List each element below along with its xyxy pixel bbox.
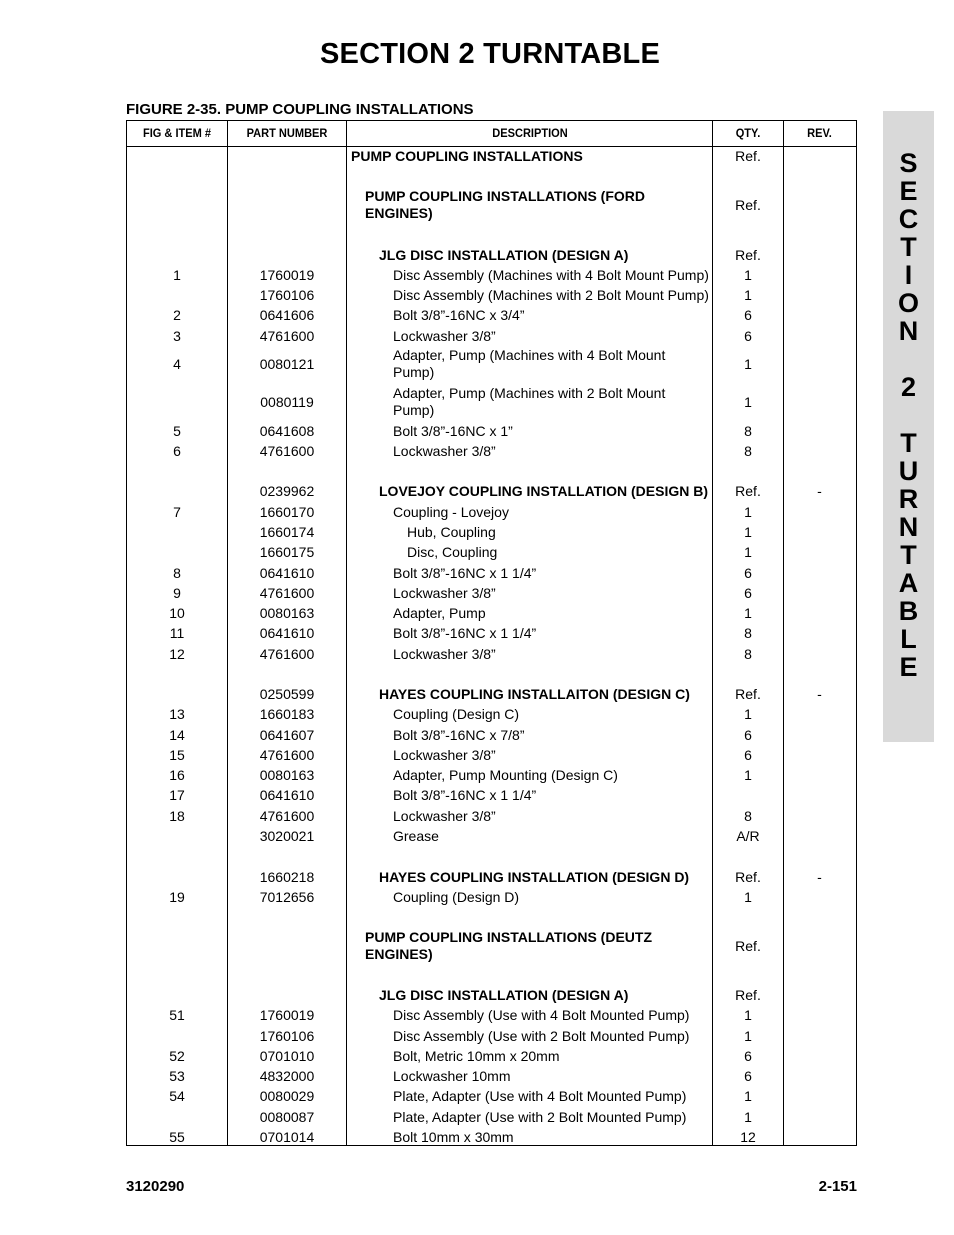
table-row bbox=[127, 146, 856, 166]
table-row bbox=[127, 1026, 856, 1046]
description-cell: Lockwasher 3/8” bbox=[393, 442, 496, 459]
rev-cell bbox=[783, 623, 856, 643]
table-row bbox=[127, 502, 856, 522]
qty-cell: 6 bbox=[744, 565, 752, 581]
rev-cell bbox=[783, 1107, 856, 1127]
part-number-cell: 4761600 bbox=[259, 328, 315, 344]
description-cell: Lockwasher 3/8” bbox=[393, 327, 496, 344]
rev-cell bbox=[783, 502, 856, 522]
table-row bbox=[127, 1066, 856, 1086]
qty-cell: Ref. bbox=[735, 987, 761, 1003]
part-number-cell: 0641607 bbox=[259, 727, 315, 743]
table-row bbox=[127, 725, 856, 745]
header-description: DESCRIPTION bbox=[492, 126, 568, 140]
rev-cell bbox=[783, 704, 856, 724]
item-number-cell: 10 bbox=[169, 605, 185, 621]
description-cell: Bolt, Metric 10mm x 20mm bbox=[393, 1047, 560, 1064]
rev-cell bbox=[783, 785, 856, 805]
header-fig-item: FIG & ITEM # bbox=[142, 126, 212, 140]
table-row bbox=[127, 623, 856, 643]
description-cell: Adapter, Pump Mounting (Design C) bbox=[393, 766, 618, 783]
table-row bbox=[127, 346, 856, 382]
description-cell: Disc Assembly (Use with 2 Bolt Mounted Pump) bbox=[393, 1027, 690, 1044]
item-number-cell: 18 bbox=[169, 808, 185, 824]
item-number-cell bbox=[127, 285, 227, 305]
qty-cell: 6 bbox=[744, 328, 752, 344]
part-number-cell: 1760019 bbox=[259, 1007, 315, 1023]
header-qty: QTY. bbox=[735, 126, 761, 140]
item-number-cell: 8 bbox=[173, 565, 181, 581]
qty-cell: 6 bbox=[744, 1048, 752, 1064]
description-cell: Disc, Coupling bbox=[407, 543, 498, 560]
table-row bbox=[127, 542, 856, 562]
part-number-cell: 1660170 bbox=[259, 504, 315, 520]
sidebar-letter: E bbox=[899, 652, 918, 682]
rev-cell bbox=[783, 563, 856, 583]
table-row bbox=[127, 826, 856, 846]
qty-cell: 1 bbox=[744, 267, 752, 283]
table-row bbox=[127, 867, 856, 887]
part-number-cell: 0080121 bbox=[259, 356, 315, 372]
sidebar-letter: I bbox=[904, 260, 913, 290]
part-number-cell: 0250599 bbox=[259, 686, 315, 702]
qty-cell: 8 bbox=[744, 808, 752, 824]
qty-cell: Ref. bbox=[735, 869, 761, 885]
part-number-cell: 0080163 bbox=[259, 605, 315, 621]
table-row bbox=[127, 684, 856, 704]
page-title: SECTION 2 TURNTABLE bbox=[320, 38, 660, 70]
table-row bbox=[127, 1107, 856, 1127]
rev-cell bbox=[783, 826, 856, 846]
part-number-cell: 4761600 bbox=[259, 585, 315, 601]
item-number-cell: 1 bbox=[173, 267, 181, 283]
item-number-cell: 53 bbox=[169, 1068, 185, 1084]
rev-cell bbox=[783, 245, 856, 265]
description-cell: PUMP COUPLING INSTALLATIONS bbox=[351, 147, 583, 164]
sidebar-letter: N bbox=[898, 316, 919, 346]
table-row bbox=[127, 245, 856, 265]
description-cell: Plate, Adapter (Use with 4 Bolt Mounted Pump) bbox=[393, 1087, 687, 1104]
rev-cell bbox=[783, 441, 856, 461]
qty-cell: 1 bbox=[744, 1109, 752, 1125]
item-number-cell bbox=[127, 867, 227, 887]
figure-title: FIGURE 2-35. PUMP COUPLING INSTALLATIONS bbox=[126, 101, 474, 118]
description-cell: LOVEJOY COUPLING INSTALLATION (DESIGN B) bbox=[379, 482, 709, 499]
qty-cell: 8 bbox=[744, 625, 752, 641]
description-cell: Bolt 3/8”-16NC x 3/4” bbox=[393, 306, 525, 323]
page-number: 2-151 bbox=[818, 1178, 857, 1195]
rev-cell bbox=[783, 326, 856, 346]
header-rev: REV. bbox=[807, 126, 832, 140]
description-cell: Adapter, Pump (Machines with 4 Bolt Mount Pump) bbox=[393, 347, 666, 380]
description-cell: Disc Assembly (Use with 4 Bolt Mounted Pump) bbox=[393, 1006, 690, 1023]
rev-cell bbox=[783, 522, 856, 542]
item-number-cell: 3 bbox=[173, 328, 181, 344]
table-row bbox=[127, 1127, 856, 1147]
item-number-cell: 6 bbox=[173, 443, 181, 459]
description-cell: Bolt 3/8”-16NC x 1 1/4” bbox=[393, 564, 537, 581]
rev-cell bbox=[783, 644, 856, 664]
sidebar-letter: T bbox=[900, 428, 917, 458]
part-number-cell: 0080029 bbox=[259, 1088, 315, 1104]
description-cell: Bolt 3/8”-16NC x 1 1/4” bbox=[393, 786, 537, 803]
sidebar-letter: E bbox=[899, 176, 918, 206]
part-number-cell: 0701010 bbox=[259, 1048, 315, 1064]
qty-cell: 1 bbox=[744, 356, 752, 372]
sidebar-letter: B bbox=[898, 596, 919, 626]
description-cell: Lockwasher 3/8” bbox=[393, 645, 496, 662]
rev-cell bbox=[783, 146, 856, 166]
part-number-cell: 0641606 bbox=[259, 307, 315, 323]
item-number-cell: 52 bbox=[169, 1048, 185, 1064]
sidebar-letter: T bbox=[900, 540, 917, 570]
table-row bbox=[127, 1005, 856, 1025]
qty-cell: 6 bbox=[744, 747, 752, 763]
part-number-cell bbox=[227, 146, 347, 166]
sidebar-letter: R bbox=[898, 484, 919, 514]
table-row bbox=[127, 985, 856, 1005]
qty-cell: 1 bbox=[744, 889, 752, 905]
description-cell: Lockwasher 10mm bbox=[393, 1067, 511, 1084]
description-cell: Disc Assembly (Machines with 2 Bolt Mount Pump) bbox=[393, 286, 709, 303]
item-number-cell: 19 bbox=[169, 889, 185, 905]
qty-cell: 8 bbox=[744, 646, 752, 662]
item-number-cell bbox=[127, 384, 227, 420]
qty-cell: 8 bbox=[744, 423, 752, 439]
description-cell: Bolt 3/8”-16NC x 1” bbox=[393, 422, 513, 439]
rev-cell bbox=[783, 265, 856, 285]
item-number-cell: 13 bbox=[169, 706, 185, 722]
qty-cell: 1 bbox=[744, 544, 752, 560]
item-number-cell: 12 bbox=[169, 646, 185, 662]
qty-cell: 1 bbox=[744, 287, 752, 303]
item-number-cell: 55 bbox=[169, 1129, 185, 1145]
description-cell: Plate, Adapter (Use with 2 Bolt Mounted Pump) bbox=[393, 1108, 687, 1125]
rev-cell bbox=[783, 887, 856, 907]
qty-cell: Ref. bbox=[735, 197, 761, 213]
rev-cell bbox=[783, 346, 856, 382]
part-number-cell: 3020021 bbox=[259, 828, 315, 844]
rev-cell bbox=[783, 603, 856, 623]
description-cell: Bolt 3/8”-16NC x 7/8” bbox=[393, 726, 525, 743]
qty-cell: 6 bbox=[744, 727, 752, 743]
rev-cell bbox=[783, 421, 856, 441]
rev-cell bbox=[783, 806, 856, 826]
table-row bbox=[127, 481, 856, 501]
item-number-cell: 14 bbox=[169, 727, 185, 743]
description-cell: Lockwasher 3/8” bbox=[393, 584, 496, 601]
description-cell: Disc Assembly (Machines with 4 Bolt Mount Pump) bbox=[393, 266, 709, 283]
part-number-cell: 0641610 bbox=[259, 787, 315, 803]
sidebar-letter: O bbox=[897, 288, 919, 318]
part-number-cell: 7012656 bbox=[259, 889, 315, 905]
item-number-cell bbox=[127, 245, 227, 265]
rev-cell bbox=[783, 384, 856, 420]
item-number-cell: 54 bbox=[169, 1088, 185, 1104]
sidebar-letter: T bbox=[900, 232, 917, 262]
table-row bbox=[127, 421, 856, 441]
table-row bbox=[127, 522, 856, 542]
item-number-cell bbox=[127, 481, 227, 501]
item-number-cell: 51 bbox=[169, 1007, 185, 1023]
rev-cell: - bbox=[817, 869, 822, 885]
qty-cell: 1 bbox=[744, 605, 752, 621]
item-number-cell: 17 bbox=[169, 787, 185, 803]
qty-cell: Ref. bbox=[735, 247, 761, 263]
part-number-cell: 0641608 bbox=[259, 423, 315, 439]
qty-cell: Ref. bbox=[735, 686, 761, 702]
table-row bbox=[127, 745, 856, 765]
rev-cell: - bbox=[817, 686, 822, 702]
rev-cell bbox=[783, 1066, 856, 1086]
description-cell: HAYES COUPLING INSTALLAITON (DESIGN C) bbox=[379, 685, 690, 702]
table-row bbox=[127, 1046, 856, 1066]
item-number-cell bbox=[127, 826, 227, 846]
parts-table bbox=[126, 120, 857, 1146]
document-number: 3120290 bbox=[126, 1178, 185, 1195]
qty-cell: Ref. bbox=[735, 483, 761, 499]
item-number-cell: 2 bbox=[173, 307, 181, 323]
item-number-cell: 16 bbox=[169, 767, 185, 783]
item-number-cell bbox=[127, 1107, 227, 1127]
part-number-cell bbox=[227, 187, 347, 223]
description-cell: Lockwasher 3/8” bbox=[393, 746, 496, 763]
part-number-cell: 1760106 bbox=[259, 1028, 315, 1044]
part-number-cell: 4761600 bbox=[259, 747, 315, 763]
part-number-cell: 4761600 bbox=[259, 808, 315, 824]
table-row bbox=[127, 603, 856, 623]
item-number-cell: 15 bbox=[169, 747, 185, 763]
qty-cell: 6 bbox=[744, 1068, 752, 1084]
sidebar-letter bbox=[883, 401, 934, 429]
table-row bbox=[127, 785, 856, 805]
qty-cell: Ref. bbox=[735, 148, 761, 164]
sidebar-letter: N bbox=[898, 512, 919, 542]
table-row bbox=[127, 704, 856, 724]
table-row bbox=[127, 765, 856, 785]
part-number-cell: 0701014 bbox=[259, 1129, 315, 1145]
description-cell: Bolt 10mm x 30mm bbox=[393, 1128, 514, 1145]
description-cell: PUMP COUPLING INSTALLATIONS (FORD ENGINES) bbox=[365, 188, 645, 221]
part-number-cell: 4761600 bbox=[259, 443, 315, 459]
description-cell: Hub, Coupling bbox=[407, 523, 496, 540]
table-row bbox=[127, 928, 856, 964]
rev-cell bbox=[783, 928, 856, 964]
item-number-cell bbox=[127, 146, 227, 166]
table-row bbox=[127, 441, 856, 461]
part-number-cell: 1660175 bbox=[259, 544, 315, 560]
description-cell: Coupling (Design C) bbox=[393, 705, 520, 722]
sidebar-letter: C bbox=[898, 204, 919, 234]
description-cell: Coupling - Lovejoy bbox=[393, 503, 509, 520]
qty-cell: 6 bbox=[744, 307, 752, 323]
part-number-cell: 0641610 bbox=[259, 625, 315, 641]
part-number-cell: 1760106 bbox=[259, 287, 315, 303]
section-sidebar-tab bbox=[883, 111, 934, 742]
qty-cell: 1 bbox=[744, 394, 752, 410]
rev-cell bbox=[783, 187, 856, 223]
qty-cell bbox=[713, 785, 783, 805]
qty-cell: 1 bbox=[744, 706, 752, 722]
description-cell: Lockwasher 3/8” bbox=[393, 807, 496, 824]
rev-cell bbox=[783, 305, 856, 325]
qty-cell: 1 bbox=[744, 1007, 752, 1023]
item-number-cell bbox=[127, 522, 227, 542]
description-cell: Adapter, Pump bbox=[393, 604, 486, 621]
rev-cell bbox=[783, 765, 856, 785]
table-row bbox=[127, 644, 856, 664]
part-number-cell: 0239962 bbox=[259, 483, 315, 499]
description-cell: HAYES COUPLING INSTALLATION (DESIGN D) bbox=[379, 868, 690, 885]
table-row bbox=[127, 887, 856, 907]
description-cell: Adapter, Pump (Machines with 2 Bolt Mount Pump) bbox=[393, 385, 666, 418]
part-number-cell bbox=[227, 245, 347, 265]
table-row bbox=[127, 265, 856, 285]
description-cell: PUMP COUPLING INSTALLATIONS (DEUTZ ENGINES) bbox=[365, 929, 652, 962]
item-number-cell bbox=[127, 187, 227, 223]
item-number-cell bbox=[127, 542, 227, 562]
qty-cell: A/R bbox=[736, 828, 760, 844]
header-part-number: PART NUMBER bbox=[246, 126, 328, 140]
table-row bbox=[127, 285, 856, 305]
description-cell: Grease bbox=[393, 827, 439, 844]
rev-cell bbox=[783, 985, 856, 1005]
part-number-cell bbox=[227, 928, 347, 964]
part-number-cell: 0080119 bbox=[260, 394, 314, 410]
item-number-cell bbox=[127, 684, 227, 704]
qty-cell: Ref. bbox=[735, 938, 761, 954]
rev-cell bbox=[783, 1086, 856, 1106]
rev-cell bbox=[783, 1026, 856, 1046]
item-number-cell: 4 bbox=[173, 356, 181, 372]
qty-cell: 1 bbox=[744, 504, 752, 520]
rev-cell bbox=[783, 285, 856, 305]
table-row bbox=[127, 1086, 856, 1106]
rev-cell bbox=[783, 725, 856, 745]
part-number-cell: 0641610 bbox=[259, 565, 315, 581]
item-number-cell: 9 bbox=[173, 585, 181, 601]
rev-cell: - bbox=[817, 483, 822, 499]
rev-cell bbox=[783, 542, 856, 562]
sidebar-letter bbox=[883, 345, 934, 373]
description-cell: Coupling (Design D) bbox=[393, 888, 520, 905]
qty-cell: 1 bbox=[744, 524, 752, 540]
part-number-cell bbox=[227, 985, 347, 1005]
qty-cell: 12 bbox=[740, 1129, 756, 1145]
table-row bbox=[127, 806, 856, 826]
description-cell: JLG DISC INSTALLATION (DESIGN A) bbox=[379, 986, 629, 1003]
table-row bbox=[127, 326, 856, 346]
description-cell: Bolt 3/8”-16NC x 1 1/4” bbox=[393, 624, 537, 641]
qty-cell: 1 bbox=[744, 1028, 752, 1044]
part-number-cell: 1760019 bbox=[259, 267, 315, 283]
sidebar-letter: L bbox=[900, 624, 917, 654]
table-row bbox=[127, 305, 856, 325]
part-number-cell: 1660174 bbox=[259, 524, 315, 540]
item-number-cell bbox=[127, 928, 227, 964]
item-number-cell: 11 bbox=[169, 625, 185, 641]
table-row bbox=[127, 583, 856, 603]
sidebar-letter: U bbox=[898, 456, 919, 486]
part-number-cell: 0080163 bbox=[259, 767, 315, 783]
sidebar-letter: S bbox=[899, 148, 918, 178]
rev-cell bbox=[783, 583, 856, 603]
item-number-cell: 7 bbox=[173, 504, 181, 520]
qty-cell: 8 bbox=[744, 443, 752, 459]
part-number-cell: 4832000 bbox=[259, 1068, 315, 1084]
rev-cell bbox=[783, 745, 856, 765]
rev-cell bbox=[783, 1127, 856, 1147]
table-row bbox=[127, 563, 856, 583]
part-number-cell: 1660218 bbox=[259, 869, 315, 885]
table-row bbox=[127, 384, 856, 420]
qty-cell: 6 bbox=[744, 585, 752, 601]
part-number-cell: 1660183 bbox=[259, 706, 315, 722]
part-number-cell: 4761600 bbox=[259, 646, 315, 662]
item-number-cell bbox=[127, 1026, 227, 1046]
sidebar-letter: A bbox=[898, 568, 919, 598]
qty-cell: 1 bbox=[744, 1088, 752, 1104]
part-number-cell: 0080087 bbox=[259, 1109, 315, 1125]
sidebar-label bbox=[883, 149, 934, 681]
rev-cell bbox=[783, 1046, 856, 1066]
description-cell: JLG DISC INSTALLATION (DESIGN A) bbox=[379, 246, 629, 263]
item-number-cell bbox=[127, 985, 227, 1005]
table-row bbox=[127, 187, 856, 223]
rev-cell bbox=[783, 1005, 856, 1025]
qty-cell: 1 bbox=[744, 767, 752, 783]
item-number-cell: 5 bbox=[173, 423, 181, 439]
sidebar-letter: 2 bbox=[900, 372, 917, 402]
